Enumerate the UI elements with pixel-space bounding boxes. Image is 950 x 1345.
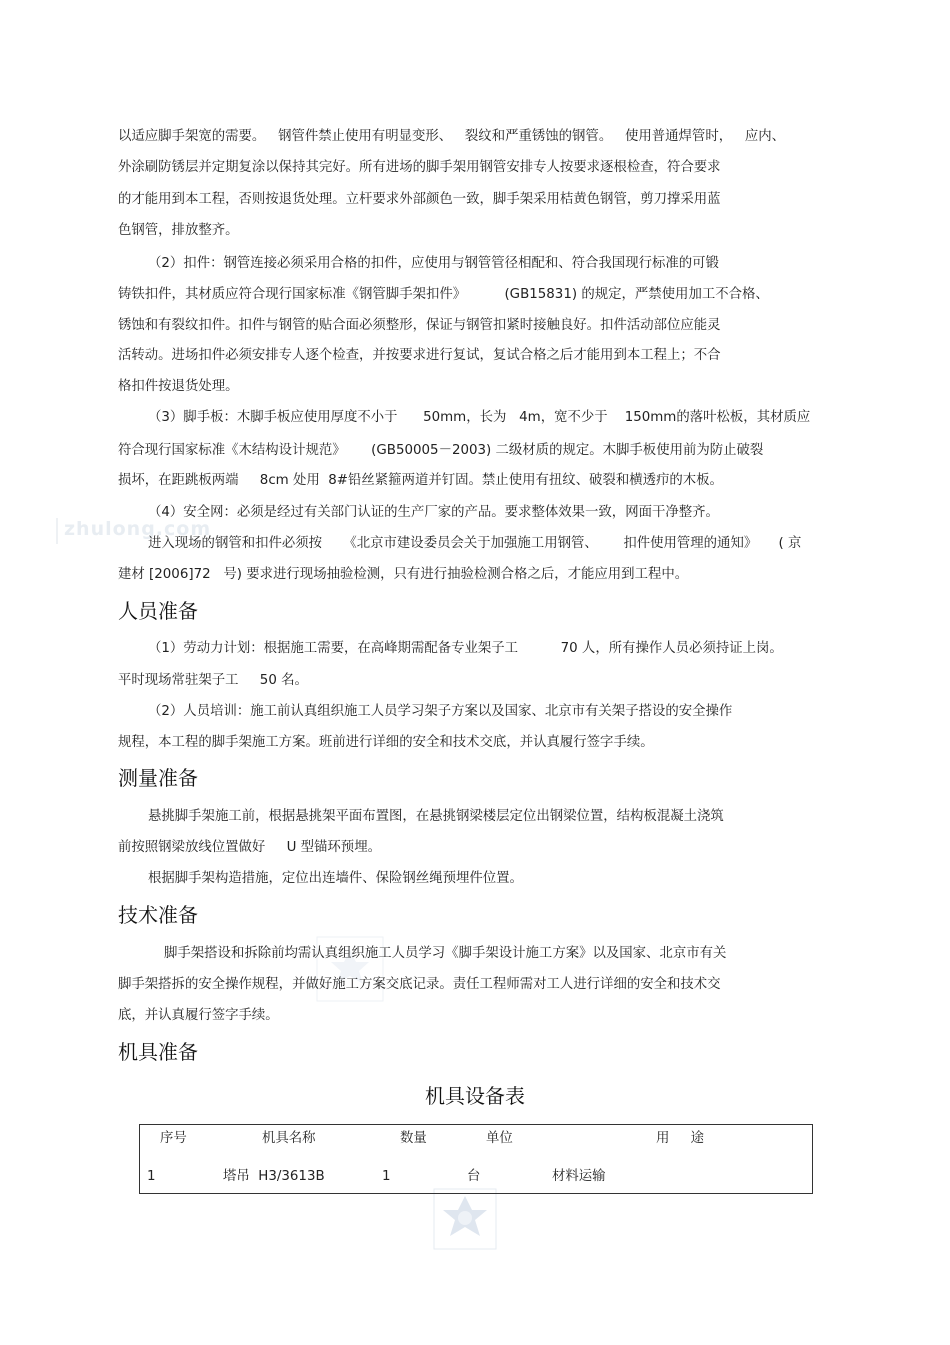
table-row-cell-unit: 台: [467, 1169, 481, 1184]
text-line: 外涂刷防锈层并定期复涂以保持其完好。所有进场的脚手架用钢管安排专人按要求逐根检查，符合要求: [118, 160, 721, 175]
text-line: 损坏，在距跳板两端 8cm 处用 8#铅丝紧箍两道并钉固。禁止使用有扭纹、破裂和横透疖的木板。: [118, 473, 723, 488]
watermark-emblem-bottom: [433, 1188, 497, 1250]
text-line: （3）脚手板：木脚手板应使用厚度不小于 50mm，长为 4m，宽不少于 150mm的落叶松板，其材质应: [148, 410, 811, 425]
text-line: （2）人员培训：施工前认真组织施工人员学习架子方案以及国家、北京市有关架子搭设的安全操作: [148, 704, 733, 719]
text-line: 底，并认真履行签字手续。: [118, 1008, 279, 1023]
text-line: 脚手架搭设和拆除前均需认真组织施工人员学习《脚手架设计施工方案》以及国家、北京市有关: [164, 946, 727, 961]
table-row-cell-usage: 材料运输: [552, 1169, 606, 1184]
table-header-usage: 用 途: [656, 1131, 705, 1146]
heading-technical: 技术准备: [118, 903, 198, 927]
text-line: 符合现行国家标准《木结构设计规范》 (GB50005－2003) 二级材质的规定。木脚手板使用前为防止破裂: [118, 443, 764, 458]
text-line: 建材 [2006]72 号) 要求进行现场抽验检测，只有进行抽验检测合格之后，才能应用到工程中。: [118, 567, 689, 582]
text-line: 进入现场的钢管和扣件必须按 《北京市建设委员会关于加强施工用钢管、 扣件使用管理的通知》 ( 京: [148, 536, 802, 551]
text-line: 色钢管，排放整齐。: [118, 223, 239, 238]
heading-survey: 测量准备: [118, 766, 198, 790]
text-line: 格扣件按退货处理。: [118, 379, 239, 394]
text-line: （1）劳动力计划：根据施工需要，在高峰期需配备专业架子工 70 人，所有操作人员必须持证上岗。: [148, 641, 783, 656]
table-row-cell-index: 1: [147, 1169, 156, 1184]
table-header-index: 序号: [160, 1131, 187, 1146]
text-line: 锈蚀和有裂纹扣件。扣件与钢管的贴合面必须整形，保证与钢管扣紧时接触良好。扣件活动部位应能灵: [118, 318, 721, 333]
text-line: 的才能用到本工程，否则按退货处理。立杆要求外部颜色一致，脚手架采用桔黄色钢管，剪刀撑采用蓝: [118, 192, 721, 207]
text-line: （4）安全网：必须是经过有关部门认证的生产厂家的产品。要求整体效果一致，网面干净整齐。: [148, 505, 719, 520]
heading-personnel: 人员准备: [118, 599, 198, 623]
text-line: 平时现场常驻架子工 50 名。: [118, 673, 308, 688]
heading-equipment: 机具准备: [118, 1040, 198, 1064]
watermark-logo: zhulong.com: [56, 518, 240, 544]
table-title: 机具设备表: [425, 1084, 525, 1108]
text-line: 脚手架搭拆的安全操作规程，并做好施工方案交底记录。责任工程师需对工人进行详细的安全和技术交: [118, 977, 721, 992]
text-line: 铸铁扣件，其材质应符合现行国家标准《钢管脚手架扣件》 (GB15831) 的规定，严禁使用加工不合格、: [118, 287, 769, 302]
text-line: 以适应脚手架宽的需要。 钢管件禁止使用有明显变形、 裂纹和严重锈蚀的钢管。 使用普通焊管时， 应内、: [118, 129, 786, 144]
text-line: 根据脚手架构造措施，定位出连墙件、保险钢丝绳预埋件位置。: [148, 871, 523, 886]
equipment-table: [139, 1124, 813, 1194]
text-line: 前按照钢梁放线位置做好 U 型锚环预埋。: [118, 840, 381, 855]
table-header-name: 机具名称: [262, 1131, 316, 1146]
table-row-cell-name: 塔吊 H3/3613B: [223, 1169, 325, 1184]
text-line: 活转动。进场扣件必须安排专人逐个检查，并按要求进行复试，复试合格之后才能用到本工程上；不合: [118, 348, 721, 363]
text-line: 悬挑脚手架施工前，根据悬挑架平面布置图，在悬挑钢梁楼层定位出钢梁位置，结构板混凝土浇筑: [148, 809, 724, 824]
text-line: （2）扣件：钢管连接必须采用合格的扣件，应使用与钢管管径相配和、符合我国现行标准的可锻: [148, 256, 719, 271]
table-row-cell-quantity: 1: [382, 1169, 391, 1184]
watermark-emblem-bottom-graphic: [433, 1188, 497, 1250]
text-line: 规程，本工程的脚手架施工方案。班前进行详细的安全和技术交底，并认真履行签字手续。: [118, 735, 654, 750]
table-header-quantity: 数量: [400, 1131, 427, 1146]
table-header-unit: 单位: [486, 1131, 513, 1146]
